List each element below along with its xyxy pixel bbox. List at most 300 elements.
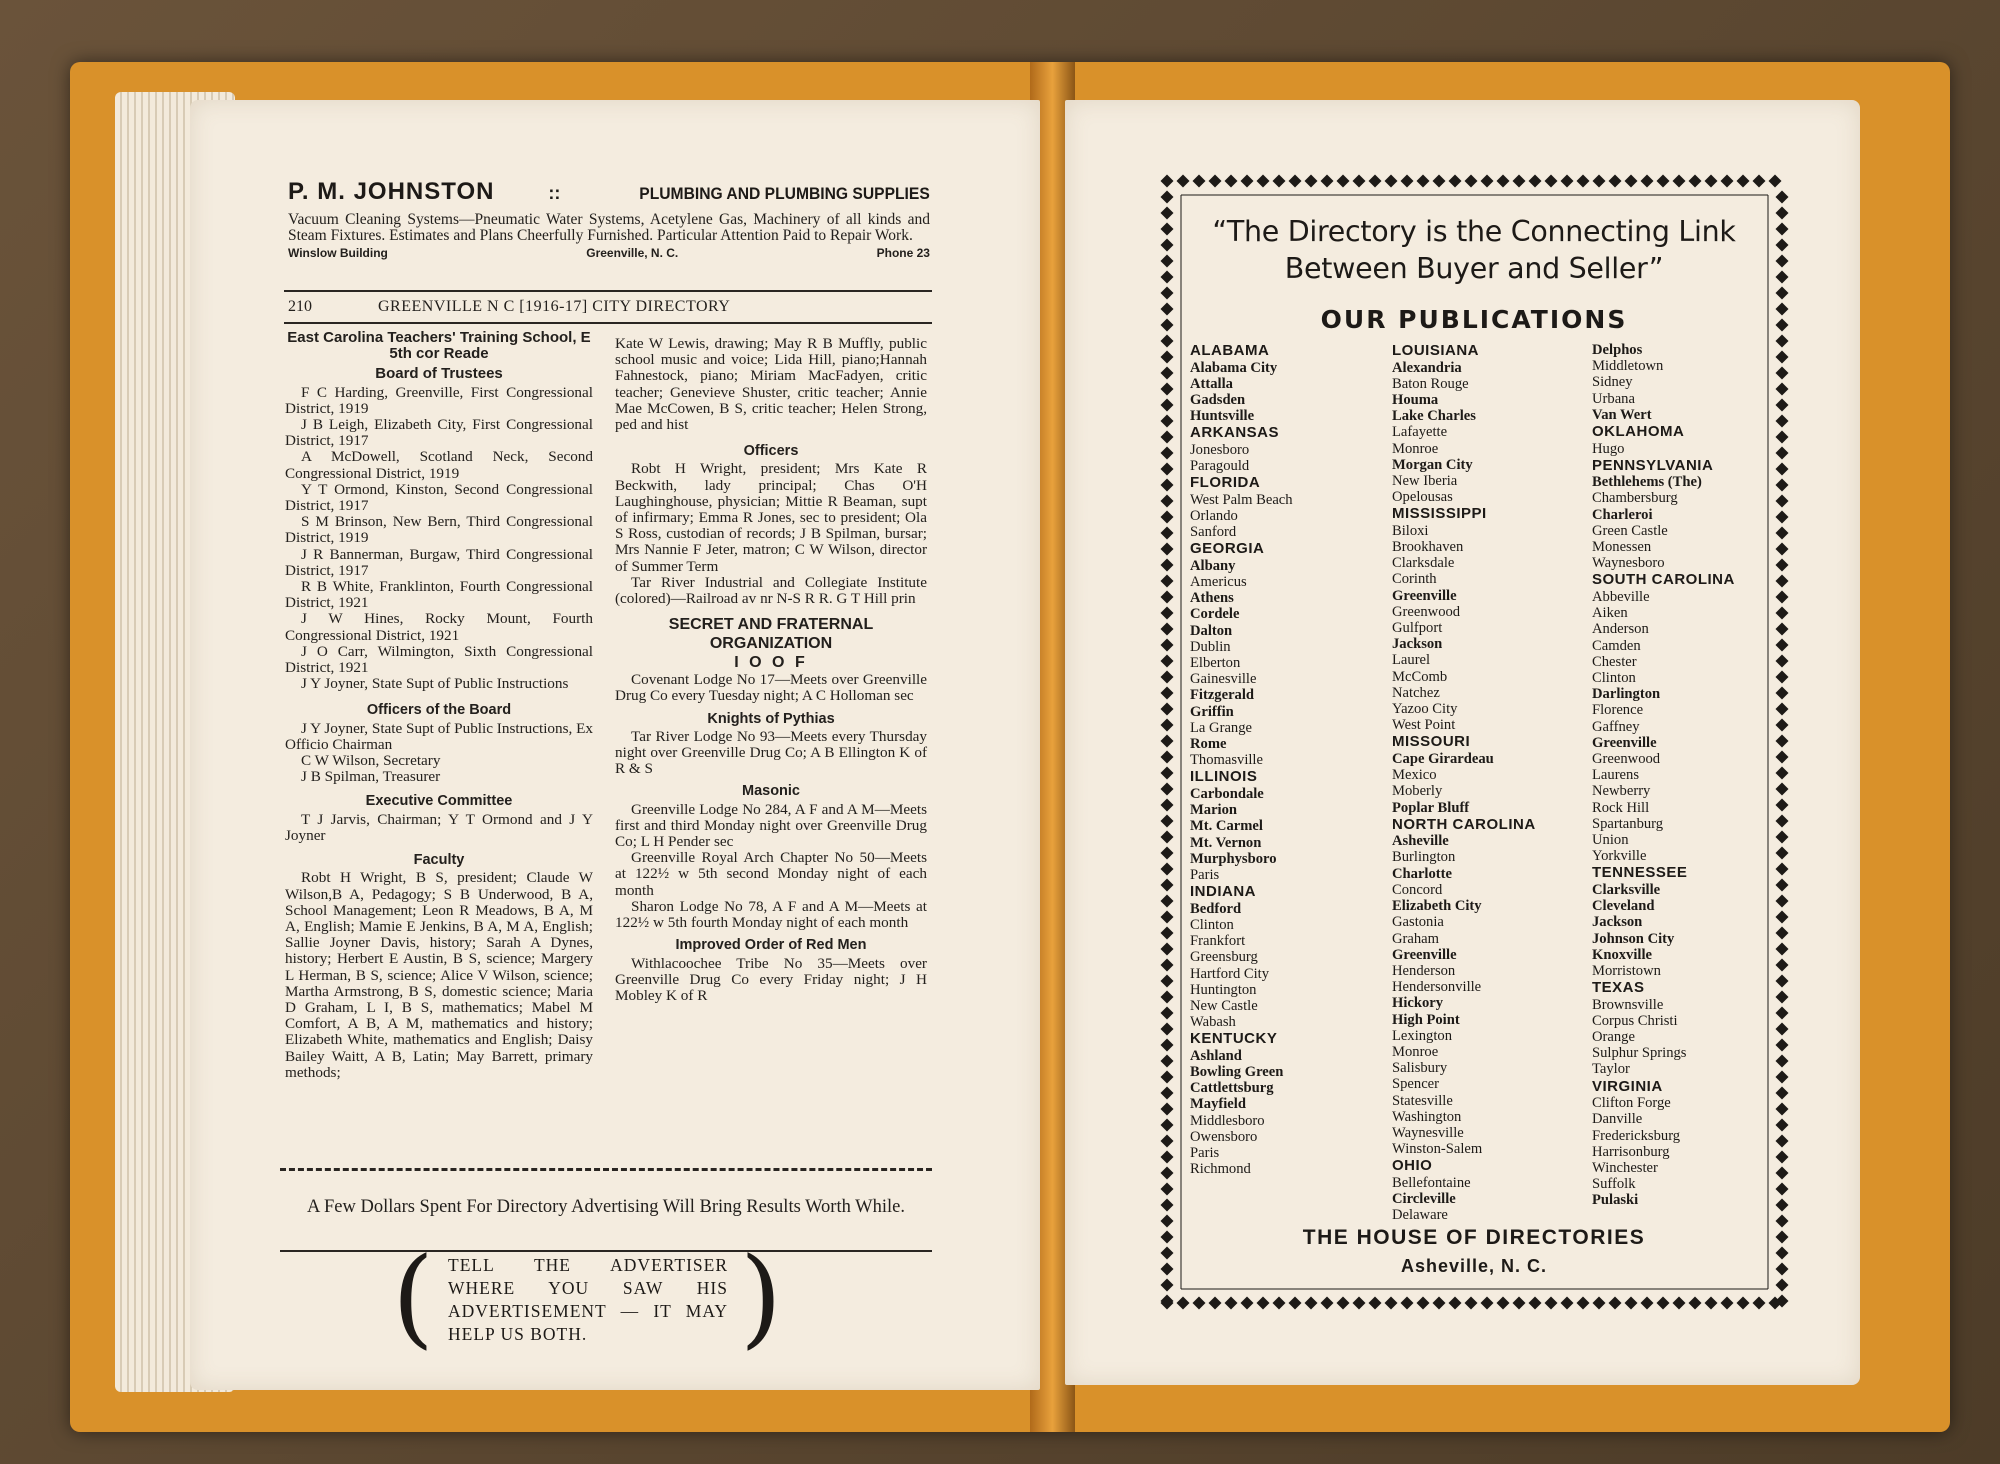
city-item: Monroe: [1392, 1043, 1439, 1060]
city-item: Fitzgerald: [1190, 687, 1255, 704]
diamond-ornament: [1776, 1023, 1789, 1036]
diamond-ornament: [1161, 975, 1174, 988]
city-item: Greenville: [1392, 587, 1457, 604]
diamond-ornament: [1497, 1297, 1510, 1310]
list-item: J O Carr, Wilmington, Sixth Congressional District, 1921: [285, 642, 593, 677]
city-item: Carbondale: [1190, 785, 1264, 802]
city-item: La Grange: [1190, 719, 1252, 736]
diamond-ornament: [1593, 175, 1606, 188]
diamond-ornament: [1257, 1297, 1270, 1310]
city-item: Jackson: [1592, 914, 1643, 931]
diamond-ornament: [1161, 623, 1174, 636]
city-item: Paris: [1190, 1145, 1220, 1162]
city-item: Monessen: [1592, 539, 1652, 556]
city-item: Americus: [1190, 574, 1247, 591]
city-item: Gastonia: [1392, 914, 1444, 931]
diamond-ornament: [1401, 1297, 1414, 1310]
diamond-ornament: [1776, 1071, 1789, 1084]
city-item: Washington: [1392, 1108, 1462, 1125]
diamond-ornament: [1161, 191, 1174, 204]
diamond-ornament: [1776, 655, 1789, 668]
city-item: Hartford City: [1190, 965, 1270, 982]
diamond-ornament: [1241, 175, 1254, 188]
city-item: Greenville: [1392, 946, 1457, 963]
city-item: Knoxville: [1592, 946, 1652, 963]
city-item: Monroe: [1392, 440, 1439, 457]
diamond-ornament: [1161, 687, 1174, 700]
diamond-ornament: [1161, 751, 1174, 764]
diamond-ornament: [1776, 399, 1789, 412]
diamond-ornament: [1465, 1297, 1478, 1310]
diamond-ornament: [1776, 415, 1789, 428]
secret-fraternal-heading: SECRET AND FRATERNAL ORGANIZATION: [668, 616, 874, 653]
diamond-ornament: [1193, 175, 1206, 188]
city-item: McComb: [1392, 668, 1448, 685]
diamond-ornament: [1513, 175, 1526, 188]
diamond-ornament: [1776, 191, 1789, 204]
city-item: Natchez: [1392, 684, 1440, 701]
city-item: Winston-Salem: [1392, 1141, 1483, 1158]
diamond-ornament: [1273, 1297, 1286, 1310]
diamond-ornament: [1161, 335, 1174, 348]
city-item: Camden: [1592, 637, 1641, 654]
city-item: Murphysboro: [1190, 850, 1277, 867]
city-item: Paris: [1190, 866, 1220, 883]
redmen-heading: Improved Order of Red Men: [675, 937, 867, 954]
diamond-ornament: [1776, 223, 1789, 236]
diamond-ornament: [1161, 927, 1174, 940]
page-header: [288, 298, 930, 316]
city-item: Statesville: [1392, 1092, 1453, 1109]
city-item: Jonesboro: [1190, 441, 1250, 458]
state-heading: MISSOURI: [1392, 733, 1471, 751]
city-item: Pulaski: [1592, 1192, 1639, 1209]
diamond-ornament: [1776, 335, 1789, 348]
diamond-ornament: [1769, 175, 1782, 188]
diamond-ornament: [1776, 1007, 1789, 1020]
diamond-ornament: [1776, 271, 1789, 284]
redmen-text: Withlacoochee Tribe No 35—Meets over Greenville Drug Co every Friday night; J H Mobley K of R: [615, 954, 927, 1004]
diamond-ornament: [1776, 751, 1789, 764]
diamond-ornament: [1529, 175, 1542, 188]
publications-column-2: [1392, 342, 1572, 1223]
list-item: Sharon Lodge No 78, A F and A M—Meets at 122½ w 5th fourth Monday night of each month: [615, 897, 927, 932]
tar-river-institute: Tar River Industrial and Collegiate Institute (colored)—Railroad av nr N-S R R. G T Hill prin: [615, 573, 927, 608]
city-item: Mt. Carmel: [1190, 818, 1263, 835]
diamond-ornament: [1161, 1183, 1174, 1196]
diamond-ornament: [1513, 1297, 1526, 1310]
diamond-ornament: [1609, 1297, 1622, 1310]
city-item: Jackson: [1392, 636, 1443, 653]
city-item: Yazoo City: [1392, 701, 1458, 718]
diamond-ornament: [1657, 175, 1670, 188]
diamond-ornament: [1776, 911, 1789, 924]
left-column: [285, 330, 593, 1081]
diamond-ornament: [1209, 1297, 1222, 1310]
city-item: Gadsden: [1190, 391, 1246, 408]
diamond-ornament: [1161, 671, 1174, 684]
state-heading: ARKANSAS: [1190, 424, 1280, 442]
diamond-ornament: [1481, 175, 1494, 188]
list-item: J B Leigh, Elizabeth City, First Congressional District, 1917: [285, 416, 593, 450]
city-item: Attalla: [1190, 375, 1233, 392]
house-of-directories: THE HOUSE OF DIRECTORIES: [1302, 1226, 1646, 1249]
diamond-ornament: [1161, 799, 1174, 812]
diamond-ornament: [1161, 1055, 1174, 1068]
diamond-ornament: [1776, 367, 1789, 380]
diamond-ornament: [1776, 863, 1789, 876]
city-item: Ashland: [1190, 1047, 1242, 1064]
city-item: Concord: [1392, 881, 1443, 898]
diamond-ornament: [1753, 1297, 1766, 1310]
city-item: Waynesville: [1392, 1124, 1464, 1141]
city-item: High Point: [1392, 1011, 1460, 1028]
diamond-ornament: [1776, 991, 1789, 1004]
ioof-heading: I O O F: [734, 654, 808, 672]
diamond-ornament: [1641, 1297, 1654, 1310]
city-item: Wabash: [1190, 1014, 1236, 1031]
officers-board-heading: Officers of the Board: [366, 702, 512, 719]
city-item: Johnson City: [1592, 930, 1675, 947]
diamond-ornament: [1776, 319, 1789, 332]
city-item: Clinton: [1190, 916, 1234, 933]
diamond-ornament: [1161, 223, 1174, 236]
city-item: Delphos: [1592, 342, 1643, 358]
city-item: Green Castle: [1592, 522, 1668, 539]
diamond-ornament: [1161, 287, 1174, 300]
diamond-ornament: [1776, 799, 1789, 812]
city-item: Delaware: [1392, 1207, 1448, 1224]
diamond-ornament: [1721, 175, 1734, 188]
state-heading: TEXAS: [1592, 979, 1645, 997]
trustees-heading: Board of Trustees: [375, 365, 503, 383]
diamond-ornament: [1776, 1231, 1789, 1244]
city-item: Huntington: [1190, 981, 1257, 998]
diamond-ornament: [1776, 1247, 1789, 1260]
city-item: Cleveland: [1592, 898, 1655, 915]
diamond-ornament: [1689, 1297, 1702, 1310]
city-item: Brookhaven: [1392, 539, 1464, 556]
diamond-ornament: [1161, 239, 1174, 252]
ad-specialty: PLUMBING AND PLUMBING SUPPLIES: [639, 184, 930, 203]
city-item: Lake Charles: [1392, 408, 1476, 425]
diamond-ornament: [1321, 1297, 1334, 1310]
diamond-ornament: [1625, 175, 1638, 188]
city-item: Middletown: [1592, 358, 1664, 375]
list-item: J R Bannerman, Burgaw, Third Congressional District, 1917: [285, 545, 593, 579]
state-heading: MISSISSIPPI: [1392, 505, 1487, 523]
city-item: Bowling Green: [1190, 1064, 1284, 1081]
diamond-ornament: [1776, 495, 1789, 508]
city-item: Bedford: [1190, 900, 1242, 917]
diamond-ornament: [1776, 1263, 1789, 1276]
city-item: Union: [1592, 831, 1629, 848]
diamond-ornament: [1776, 431, 1789, 444]
state-heading: SOUTH CAROLINA: [1592, 571, 1735, 589]
executive-heading: Executive Committee: [365, 793, 513, 810]
diamond-ornament: [1321, 175, 1334, 188]
diamond-ornament: [1625, 1297, 1638, 1310]
diamond-ornament: [1289, 1297, 1302, 1310]
list-item: F C Harding, Greenville, First Congressional District, 1919: [285, 383, 593, 417]
diamond-ornament: [1161, 319, 1174, 332]
list-item: Greenville Royal Arch Chapter No 50—Meets at 122½ w 5th second Monday night of each month: [615, 849, 927, 899]
city-item: Paragould: [1190, 458, 1250, 475]
city-item: Baton Rouge: [1392, 375, 1469, 392]
diamond-ornament: [1161, 1215, 1174, 1228]
city-item: Alexandria: [1392, 359, 1462, 376]
city-item: Cordele: [1190, 606, 1240, 623]
diamond-ornament: [1161, 863, 1174, 876]
diamond-ornament: [1161, 1103, 1174, 1116]
city-item: Gaffney: [1592, 718, 1640, 735]
city-item: Hendersonville: [1392, 979, 1482, 996]
city-item: Thomasville: [1190, 752, 1263, 769]
city-item: Spencer: [1392, 1076, 1440, 1093]
diamond-ornament: [1776, 1183, 1789, 1196]
diamond-ornament: [1161, 847, 1174, 860]
diamond-ornament: [1161, 431, 1174, 444]
officers-heading: Officers: [743, 443, 799, 460]
diamond-ornament: [1193, 1297, 1206, 1310]
diamond-ornament: [1776, 447, 1789, 460]
city-item: Poplar Bluff: [1392, 799, 1470, 816]
diamond-ornament: [1776, 255, 1789, 268]
diamond-ornament: [1161, 655, 1174, 668]
diamond-ornament: [1776, 639, 1789, 652]
city-item: Huntsville: [1190, 408, 1255, 425]
city-item: Suffolk: [1592, 1176, 1636, 1193]
diamond-ornament: [1161, 1087, 1174, 1100]
diamond-ornament: [1305, 1297, 1318, 1310]
diamond-ornament: [1257, 175, 1270, 188]
diamond-ornament: [1776, 1151, 1789, 1164]
diamond-ornament: [1161, 383, 1174, 396]
masonic-heading: Masonic: [741, 783, 800, 800]
diamond-ornament: [1433, 175, 1446, 188]
diamond-ornament: [1776, 383, 1789, 396]
diamond-ornament: [1737, 175, 1750, 188]
right-column: [615, 336, 927, 1004]
diamond-ornament: [1161, 607, 1174, 620]
diamond-ornament: [1161, 367, 1174, 380]
diamond-ornament: [1161, 479, 1174, 492]
diamond-ornament: [1776, 815, 1789, 828]
diamond-ornament: [1161, 783, 1174, 796]
diamond-ornament: [1161, 831, 1174, 844]
school-heading: East Carolina Teachers' Training School, E 5th cor Reade: [287, 329, 591, 363]
city-item: Hickory: [1392, 995, 1444, 1012]
state-heading: PENNSYLVANIA: [1592, 456, 1714, 474]
diamond-ornament: [1497, 175, 1510, 188]
diamond-ornament: [1161, 1199, 1174, 1212]
city-item: Marion: [1190, 802, 1238, 819]
diamond-ornament: [1705, 175, 1718, 188]
diamond-ornament: [1449, 175, 1462, 188]
city-item: Mexico: [1392, 767, 1437, 784]
diamond-ornament: [1161, 1135, 1174, 1148]
city-item: Urbana: [1592, 390, 1635, 407]
diamond-ornament: [1673, 175, 1686, 188]
diamond-ornament: [1776, 623, 1789, 636]
ad-body: Vacuum Cleaning Systems—Pneumatic Water Systems, Acetylene Gas, Machinery of all kinds and Steam Fixtures. Estimates and Plans Cheerfully Furnished. Particular Attention Paid to Repair Work.: [288, 211, 930, 244]
diamond-ornament: [1289, 175, 1302, 188]
ioof-text: Covenant Lodge No 17—Meets over Greenville Drug Co every Tuesday night; A C Holloman sec: [615, 671, 927, 705]
city-item: Cattlettsburg: [1190, 1080, 1274, 1097]
city-item: Cape Girardeau: [1392, 750, 1494, 767]
diamond-ornament: [1481, 1297, 1494, 1310]
diamond-ornament: [1776, 1215, 1789, 1228]
state-heading: INDIANA: [1190, 883, 1256, 901]
city-item: Greenville: [1592, 734, 1657, 751]
right-paren: ): [739, 1235, 782, 1360]
publications-title: OUR PUBLICATIONS: [1320, 305, 1628, 334]
state-heading: NORTH CAROLINA: [1392, 815, 1536, 833]
diamond-ornament: [1161, 1295, 1174, 1308]
diamond-ornament: [1161, 1071, 1174, 1084]
diamond-ornament: [1241, 1297, 1254, 1310]
diamond-ornament: [1161, 703, 1174, 716]
left-paren: (: [392, 1235, 435, 1360]
diamond-ornament: [1161, 1247, 1174, 1260]
diamond-ornament: [1545, 1297, 1558, 1310]
dashed-divider: [280, 1168, 932, 1171]
city-item: Elberton: [1190, 655, 1241, 672]
pythias-text: Tar River Lodge No 93—Meets every Thursday night over Greenville Drug Co; A B Ellington K of R & S: [615, 727, 927, 778]
diamond-ornament: [1776, 1167, 1789, 1180]
diamond-ornament: [1225, 175, 1238, 188]
city-item: Biloxi: [1392, 522, 1429, 539]
diamond-ornament: [1609, 175, 1622, 188]
ad-rule: [284, 290, 932, 292]
city-item: New Iberia: [1392, 472, 1458, 489]
diamond-ornament: [1433, 1297, 1446, 1310]
footer-advert: A Few Dollars Spent For Directory Advertising Will Bring Results Worth While.: [307, 1197, 905, 1217]
city-item: Clarksville: [1592, 881, 1661, 898]
city-item: Bethlehems (The): [1592, 474, 1702, 491]
diamond-ornament: [1776, 735, 1789, 748]
diamond-ornament: [1776, 687, 1789, 700]
header-rule: [284, 322, 932, 324]
diamond-ornament: [1161, 959, 1174, 972]
city-item: Griffin: [1190, 703, 1234, 720]
city-item: Asheville: [1392, 833, 1449, 850]
list-item: C W Wilson, Secretary: [301, 752, 441, 770]
page-title: GREENVILLE N C [1916-17] CITY DIRECTORY: [378, 298, 731, 315]
city-item: Winchester: [1592, 1159, 1658, 1176]
state-heading: KENTUCKY: [1190, 1030, 1278, 1048]
city-item: Waynesboro: [1592, 555, 1665, 572]
diamond-ornament: [1776, 943, 1789, 956]
diamond-ornament: [1161, 735, 1174, 748]
ad-phone: Phone 23: [876, 246, 930, 260]
diamond-ornament: [1161, 559, 1174, 572]
list-item: A McDowell, Scotland Neck, Second Congressional District, 1919: [285, 448, 593, 482]
city-item: Abbeville: [1592, 588, 1650, 605]
diamond-ornament: [1776, 207, 1789, 220]
city-item: Fredericksburg: [1592, 1127, 1681, 1144]
list-item: J W Hines, Rocky Mount, Fourth Congressional District, 1921: [285, 610, 593, 644]
diamond-ornament: [1369, 175, 1382, 188]
city-item: Mt. Vernon: [1190, 834, 1262, 851]
city-item: Houma: [1392, 391, 1439, 408]
diamond-ornament: [1417, 175, 1430, 188]
diamond-ornament: [1161, 991, 1174, 1004]
city-item: Lexington: [1392, 1027, 1452, 1044]
city-item: Darlington: [1592, 686, 1661, 703]
diamond-ornament: [1577, 175, 1590, 188]
city-item: Sidney: [1592, 374, 1633, 391]
faculty-heading: Faculty: [413, 852, 465, 869]
city-item: Taylor: [1592, 1061, 1630, 1078]
diamond-ornament: [1161, 207, 1174, 220]
city-item: Laurens: [1592, 767, 1640, 784]
diamond-ornament: [1776, 959, 1789, 972]
diamond-ornament: [1161, 511, 1174, 524]
diamond-ornament: [1705, 1297, 1718, 1310]
city-item: Salisbury: [1392, 1060, 1448, 1077]
city-item: Anderson: [1592, 621, 1649, 638]
diamond-ornament: [1776, 847, 1789, 860]
diamond-ornament: [1337, 175, 1350, 188]
city-item: Graham: [1392, 930, 1440, 947]
state-heading: ILLINOIS: [1190, 768, 1258, 786]
diamond-ornament: [1161, 303, 1174, 316]
diamond-ornament: [1776, 927, 1789, 940]
diamond-ornament: [1417, 1297, 1430, 1310]
diamond-ornament: [1776, 303, 1789, 316]
diamond-ornament: [1401, 175, 1414, 188]
diamond-ornament: [1161, 271, 1174, 284]
city-item: Van Wert: [1592, 406, 1652, 423]
city-item: Bellefontaine: [1392, 1174, 1471, 1191]
city-item: Harrisonburg: [1592, 1143, 1670, 1160]
diamond-ornament: [1776, 543, 1789, 556]
diamond-ornament: [1776, 607, 1789, 620]
diamond-ornament: [1177, 1297, 1190, 1310]
list-item: J Y Joyner, State Supt of Public Instructions, Ex Officio Chairman: [285, 719, 593, 753]
diamond-ornament: [1161, 351, 1174, 364]
diamond-ornament: [1776, 1135, 1789, 1148]
city-item: Brownsville: [1592, 996, 1664, 1013]
city-item: West Palm Beach: [1190, 491, 1293, 508]
city-item: Clinton: [1592, 669, 1636, 686]
diamond-ornament: [1161, 815, 1174, 828]
city-item: New Castle: [1190, 997, 1258, 1014]
diamond-ornament: [1776, 1087, 1789, 1100]
diamond-ornament: [1161, 399, 1174, 412]
diamond-ornament: [1673, 1297, 1686, 1310]
diamond-ornament: [1161, 1263, 1174, 1276]
diamond-ornament: [1161, 527, 1174, 540]
diamond-ornament: [1161, 1007, 1174, 1020]
diamond-ornament: [1561, 1297, 1574, 1310]
diamond-ornament: [1161, 255, 1174, 268]
tell-advertiser-text: TELL THE ADVERTISER WHERE YOU SAW HIS ADVERTISEMENT — IT MAY HELP US BOTH.: [448, 1255, 728, 1344]
city-item: Elizabeth City: [1392, 898, 1482, 915]
city-item: Orlando: [1190, 507, 1238, 524]
diamond-ornament: [1776, 463, 1789, 476]
city-item: Florence: [1592, 702, 1644, 719]
diamond-ornament: [1689, 175, 1702, 188]
diamond-ornament: [1161, 1167, 1174, 1180]
city-item: Greensburg: [1190, 949, 1258, 966]
city-item: Hugo: [1592, 440, 1625, 457]
city-item: Circleville: [1392, 1191, 1456, 1208]
diamond-ornament: [1776, 879, 1789, 892]
city-item: Henderson: [1392, 962, 1456, 979]
list-item: Greenville Lodge No 284, A F and A M—Meets first and third Monday night over Greenville Drug Co; L H Pender sec: [615, 800, 927, 851]
